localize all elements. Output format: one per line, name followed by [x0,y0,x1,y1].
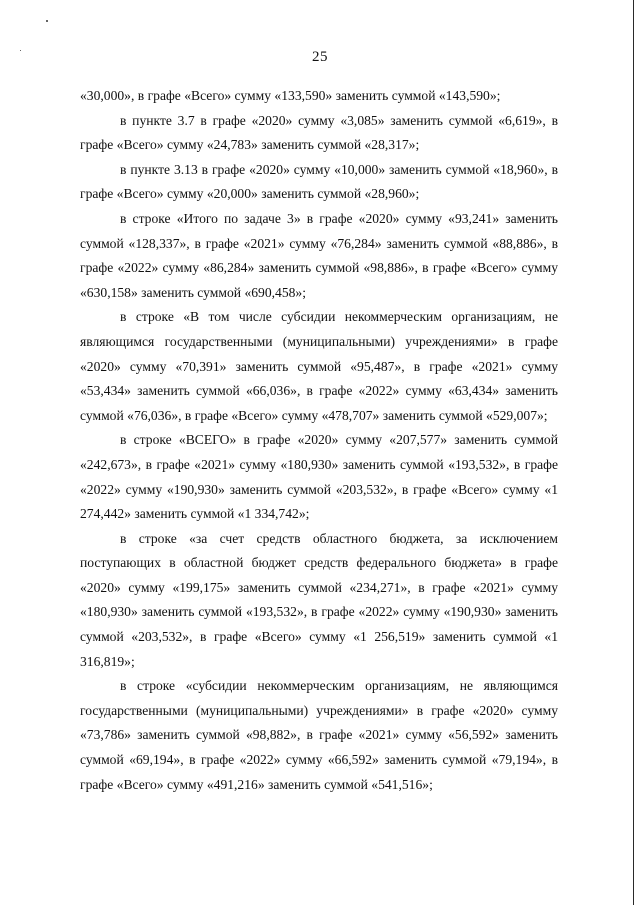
paragraph: в пункте 3.13 в графе «2020» сумму «10,000» заменить суммой «18,960», в графе «Всего» сумму «20,000» заменить суммой «28,960»; [80,161,558,202]
page-number: 25 [312,49,328,65]
paragraph: в пункте 3.7 в графе «2020» сумму «3,085» заменить суммой «6,619», в графе «Всего» сумму «24,783» заменить суммой «28,317»; [80,112,558,153]
paragraph: «30,000», в графе «Всего» сумму «133,590» заменить суммой «143,590»; [80,88,501,103]
paragraph: в строке «Итого по задаче 3» в графе «2020» сумму «93,241» заменить суммой «128,337», в графе «2021» сумму «76,284» заменить суммой «88,886», в графе «2022» сумму «86,284» заменить суммой «98,886», в графе «Всего» сумму «630,158» заменить суммой «690,458»; [80,210,558,300]
paragraph: в строке «ВСЕГО» в графе «2020» сумму «207,577» заменить суммой «242,673», в графе «2021» сумму «180,930» заменить суммой «193,532», в графе «2022» сумму «190,930» заменить суммой «203,532», в графе «Всего» сумму «1 274,442» заменить суммой «1 334,742»; [80,432,558,522]
paragraph: в строке «субсидии некоммерческим организациям, не являющимся государственными (муниципальными) учреждениями» в графе «2020» сумму «73,786» заменить суммой «98,882», в графе «2021» сумму «56,592» заменить суммой «69,194», в графе «2022» сумму «66,592» заменить суммой «79,194», в графе «Всего» сумму «491,216» заменить суммой «541,516»; [80,678,558,792]
scan-speck [46,20,48,22]
document-body [80,84,558,797]
paragraph: в строке «В том числе субсидии некоммерческим организациям, не являющимся государственными (муниципальными) учреждениями» в графе «2020» сумму «70,391» заменить суммой «95,487», в графе «2021» сумму «53,434» заменить суммой «66,036», в графе «2022» сумму «63,434» заменить суммой «76,036», в графе «Всего» сумму «478,707» заменить суммой «529,007»; [80,309,558,423]
scan-edge-line [633,0,634,905]
paragraph: в строке «за счет средств областного бюджета, за исключением поступающих в областной бюджет средств федерального бюджета» в графе «2020» сумму «199,175» заменить суммой «234,271», в графе «2021» сумму «180,930» заменить суммой «193,532», в графе «2022» сумму «190,930» заменить суммой «203,532», в графе «Всего» сумму «1 256,519» заменить суммой «1 316,819»; [80,530,558,669]
